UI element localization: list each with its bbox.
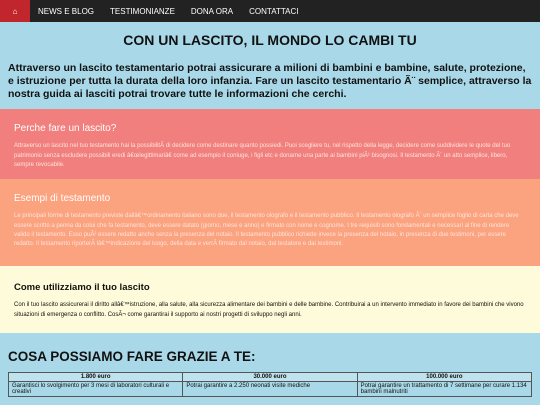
home-icon: ⌂ — [12, 6, 18, 16]
section-how-we-use — [0, 266, 540, 333]
table-header-cell: 30.000 euro — [183, 373, 357, 382]
table-cell: Potrai garantire a 2.250 neonati visite mediche — [183, 382, 357, 397]
table-cell: Garantisci lo svolgimento per 3 mesi di laboratori culturali e creativi — [9, 382, 183, 397]
nav-item-dona-ora[interactable]: DONA ORA — [190, 6, 234, 16]
section-why-legacy-title: Perche fare un lascito? — [14, 123, 117, 135]
section-will-examples-body: Le principali forme di testamento previste dallâ€™ordinamento italiano sono due, il testamento olografo e il testamento pubblico. Il testamento olografo Ã¨ un semplice foglio di carta che deve essere scritto a penna da colui che fa testamento, deve essere datato (giorno, mese e anno) e firmato con nome e cognome. I tre requisiti sono fondamentali e necessari al fine di rendere valido il testamento. Esso puÃ² essere redatto anche senza la presenza del notaio. Il testamento pubblico richiede invece la presenza del notaio, in presenza di due testimoni, per essere redatto. Il testamento riporterÃ lâ€™indicazione del luogo, della data e verrÃ firmato dal notaio, dal testatore e dai testimoni. — [14, 213, 519, 248]
intro-paragraph: Attraverso un lascito testamentario potrai assicurare a milioni di bambini e bambine, salute, protezione, e istruzione per tutta la durata della loro infanzia. Fare un lascito testamentario Ã¨ semplice, attraverso la nostra guida ai lasciti potrai trovare tutte le informazioni che cerchi. — [8, 62, 532, 101]
section-why-legacy-body: Attraverso un lascito nel tuo testamento hai la possibilitÃ di decidere come destinare quanto possiedi. Puoi scegliere tu, nel rispetto della legge, decidere come suddividere le quote del tuo patrimonio senza escludere possibili eredi â€œlegittimariâ€ come ad esempio il coniuge, i figli etc e donarne una parte ai bambini piÃ¹ bisognosi. Il testamento Ã¨ un atto semplice, libero, sempre revocabile. — [14, 143, 511, 168]
nav-item-news-blog[interactable]: NEWS E BLOG — [38, 6, 95, 16]
page-title: CON UN LASCITO, IL MONDO LO CAMBI TU — [123, 32, 417, 48]
table-cell: Potrai garantire un trattamento di 7 settimane per curare 1.134 bambini malnutriti — [357, 382, 531, 397]
home-nav-button[interactable] — [0, 0, 30, 22]
section-how-we-use-body: Con il tuo lascito assicurerai il diritto allâ€™istruzione, alla salute, alla sicurezza alimentare dei bambini e delle bambine. Contribuirai a un intervento immediato in favore dei bambini che vivono situazioni di emergenza o conflitto. CosÃ¬ come garantirai il supporto ai nostri progetti di sviluppo negli anni. — [14, 302, 524, 318]
nav-item-contattaci[interactable]: CONTATTACI — [249, 6, 299, 16]
nav-item-testimonianze[interactable]: TESTIMONIANZE — [110, 6, 175, 16]
what-we-can-do-heading: COSA POSSIAMO FARE GRAZIE A TE: — [8, 349, 256, 365]
table-header-row — [9, 373, 532, 382]
section-why-legacy — [0, 109, 540, 179]
section-will-examples — [0, 179, 540, 266]
section-how-we-use-title: Come utilizziamo il tuo lascito — [14, 282, 150, 294]
table-header-cell: 100.000 euro — [357, 373, 531, 382]
donation-impact-table — [8, 372, 532, 397]
table-row — [9, 382, 532, 397]
table-header-cell: 1.800 euro — [9, 373, 183, 382]
top-navigation — [0, 0, 540, 22]
section-will-examples-title: Esempi di testamento — [14, 193, 111, 205]
